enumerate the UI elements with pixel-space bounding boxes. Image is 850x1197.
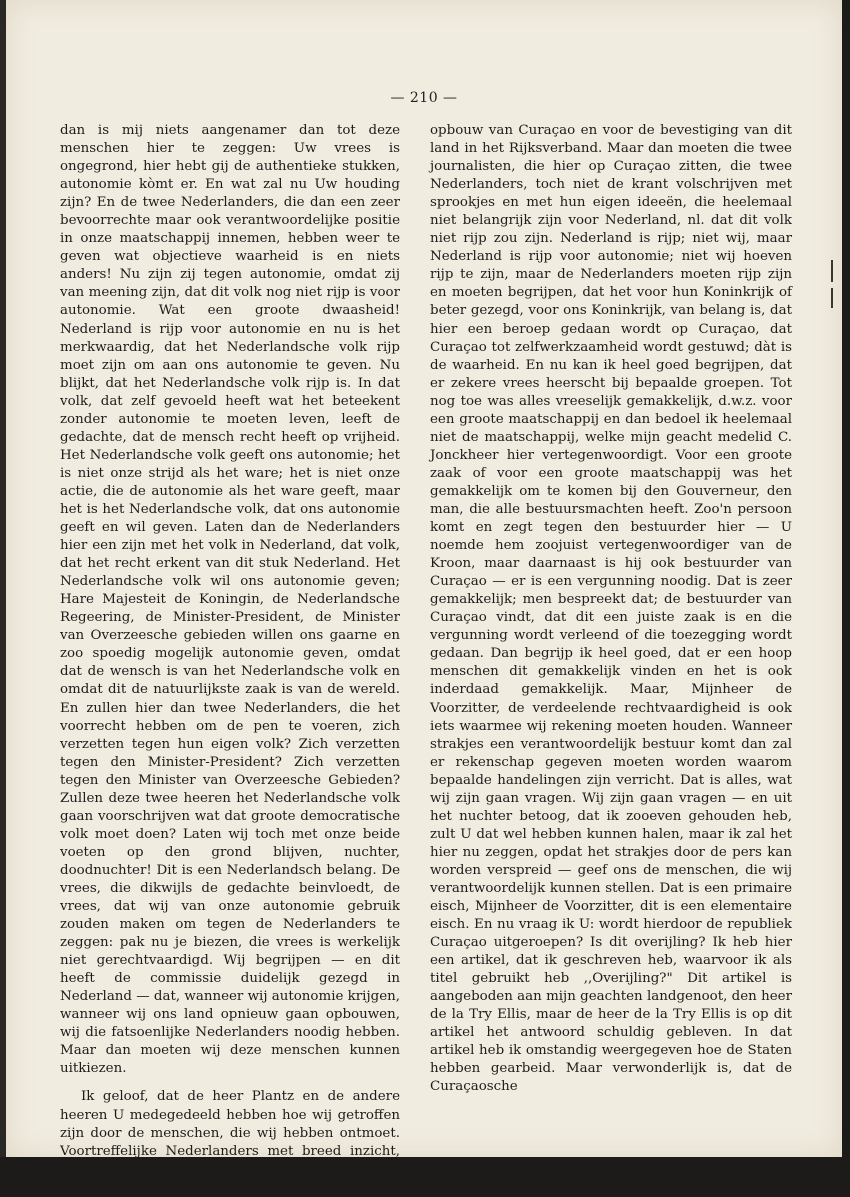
page-number: — 210 —	[390, 90, 458, 106]
left-paragraph-1: dan is mij niets aangenamer dan tot deze menschen hier te zeggen: Uw vrees is ongegrond, hier hebt gij de authentieke stukken, autonomie kòmt er. En wat zal nu Uw houding zijn? En de twee Nederlanders, die dan een zeer bevoorrechte maar ook verantwoordelijke positie in onze maatschappij innemen, hebben weer te geven wat objectieve waarheid is en niets anders! Nu zijn zij tegen autonomie, omdat zij van meening zijn, dat dit volk nog niet rijp is voor autonomie. Wat een groote dwaasheid! Nederland is rijp voor autonomie en nu is het merkwaardig, dat het Nederlandsche volk rijp moet zijn om aan ons autonomie te geven. Nu blijkt, dat het Nederlandsche volk rijp is. In dat volk, dat zelf gevoeld heeft wat het beteekent zonder autonomie te moeten leven, leeft de gedachte, dat de mensch recht heeft op vrijheid. Het Nederlandsche volk geeft ons autonomie; het is niet onze strijd als het ware; het is niet onze actie, die de autonomie als het ware geeft, maar het is het Nederlandsche volk, dat ons autonomie geeft en wil geven. Laten dan de Nederlanders hier een zijn met het volk in Nederland, dat volk, dat het recht erkent van dit stuk Nederland. Het Nederlandsche volk wil ons autonomie geven; Hare Majesteit de Koningin, de Nederlandsche Regeering, de Minister-President, de Minister van Overzeesche gebieden willen ons gaarne en zoo spoedig mogelijk autonomie geven, omdat dat de wensch is van het Nederlandsche volk en omdat dit de natuurlijkste zaak is van de wereld. En zullen hier dan twee Nederlanders, die het voorrecht hebben om de pen te voeren, zich verzetten tegen hun eigen volk? Zich verzetten tegen den Minister-President? Zich verzetten tegen den Minister van Overzeesche Gebieden? Zullen deze twee heeren het Nederlandsche volk gaan voorschrijven wat dat groote democratische volk moet doen? Laten wij toch met onze beide voeten op den grond blijven, nuchter, doodnuchter! Dit is een Nederlandsch belang. De vrees, die dikwijls de gedachte beinvloedt, de vrees, dat wij van onze autonomie gebruik zouden maken om tegen de Nederlanders te zeggen: pak nu je biezen, die vrees is werkelijk niet gerechtvaardigd. Wij begrijpen — en dit heeft de commissie duidelijk gezegd in Nederland — dat, wanneer wij autonomie krijgen, wanneer wij ons land opnieuw gaan opbouwen, wij die fatsoenlijke Nederlanders noodig hebben. Maar dan moeten wij deze menschen kunnen uitkiezen.	[60, 123, 400, 1077]
right-column	[430, 122, 792, 1097]
left-paragraph-2: Ik geloof, dat de heer Plantz en de andere heeren U medegedeeld hebben hoe wij getroffen zijn door de menschen, die wij hebben ontmoet. Voortreffelijke Nederlanders met breed inzicht, die bereid zijn om iets van hun persoon af te staan voor den	[60, 1089, 400, 1195]
left-column	[60, 122, 400, 1197]
margin-mark-2	[831, 288, 833, 308]
margin-mark-1	[831, 260, 833, 282]
document-page	[6, 0, 842, 1195]
right-paragraph-1: opbouw van Curaçao en voor de bevestiging van dit land in het Rijksverband. Maar dan moeten die twee journalisten, die hier op Curaçao zitten, die twee Nederlanders, toch niet de krant volschrijven met sprookjes en met hun eigen ideeën, die heelemaal niet belangrijk zijn voor Nederland, nl. dat dit volk niet rijp zou zijn. Nederland is rijp; niet wij, maar Nederland is rijp voor autonomie; niet wij hoeven rijp te zijn, maar de Nederlanders moeten rijp zijn en moeten begrijpen, dat het voor hun Koninkrijk of beter gezegd, voor ons Koninkrijk, van belang is, dat hier een beroep gedaan wordt op Curaçao, dat Curaçao tot zelfwerkzaamheid wordt gestuwd; dàt is de waarheid. En nu kan ik heel goed begrijpen, dat er zekere vrees heerscht bij bepaalde groepen. Tot nog toe was alles vreeselijk gemakkelijk, d.w.z. voor een groote maatschappij en dan bedoel ik heelemaal niet de maatschappij, welke mijn geacht medelid C. Jonckheer hier vertegenwoordigt. Voor een groote zaak of voor een groote maatschappij was het gemakkelijk om te komen bij den Gouverneur, den man, die alle bestuursmachten heeft. Zoo'n persoon komt en zegt tegen den bestuurder hier — U noemde hem zoojuist vertegenwoordiger van de Kroon, maar daarnaast is hij ook bestuurder van Curaçao — er is een vergunning noodig. Dat is zeer gemakkelijk; men bespreekt dat; de bestuurder van Curaçao vindt, dat dit een juiste zaak is en die vergunning wordt verleend of die toezegging wordt gedaan. Dan begrijp ik heel goed, dat er een hoop menschen dit gemakkelijk vinden en het is ook inderdaad gemakkelijk. Maar, Mijnheer de Voorzitter, de verdeelende rechtvaardigheid is ook iets waarmee wij rekening moeten houden. Wanneer strakjes een verantwoordelijk bestuur komt dan zal er rekenschap gegeven moeten worden waarom bepaalde handelingen zijn verricht. Dat is alles, wat wij zijn gaan vragen. Wij zijn gaan vragen — en uit het nuchter betoog, dat ik zooeven gehouden heb, zult U dat wel hebben kunnen halen, maar ik zal het hier nu zeggen, opdat het strakjes door de pers kan worden verspreid — geef ons de menschen, die wij verantwoordelijk kunnen stellen. Dat is een primaire eisch, Mijnheer de Voorzitter, dit is een elementaire eisch. En nu vraag ik U: wordt hierdoor de republiek Curaçao uitgeroepen? Is dit overijling? Ik heb hier een artikel, dat ik geschreven heb, waarvoor ik als titel gebruikt heb ,,Overijling?" Dit artikel is aangeboden aan mijn geachten landgenoot, den heer de la Try Ellis, maar de heer de la Try Ellis is op dit artikel het antwoord schuldig gebleven. In dat artikel heb ik omstandig weergegeven hoe de Staten hebben gearbeid. Maar verwonderlijk is, dat de Curaçaosche	[430, 123, 792, 1095]
